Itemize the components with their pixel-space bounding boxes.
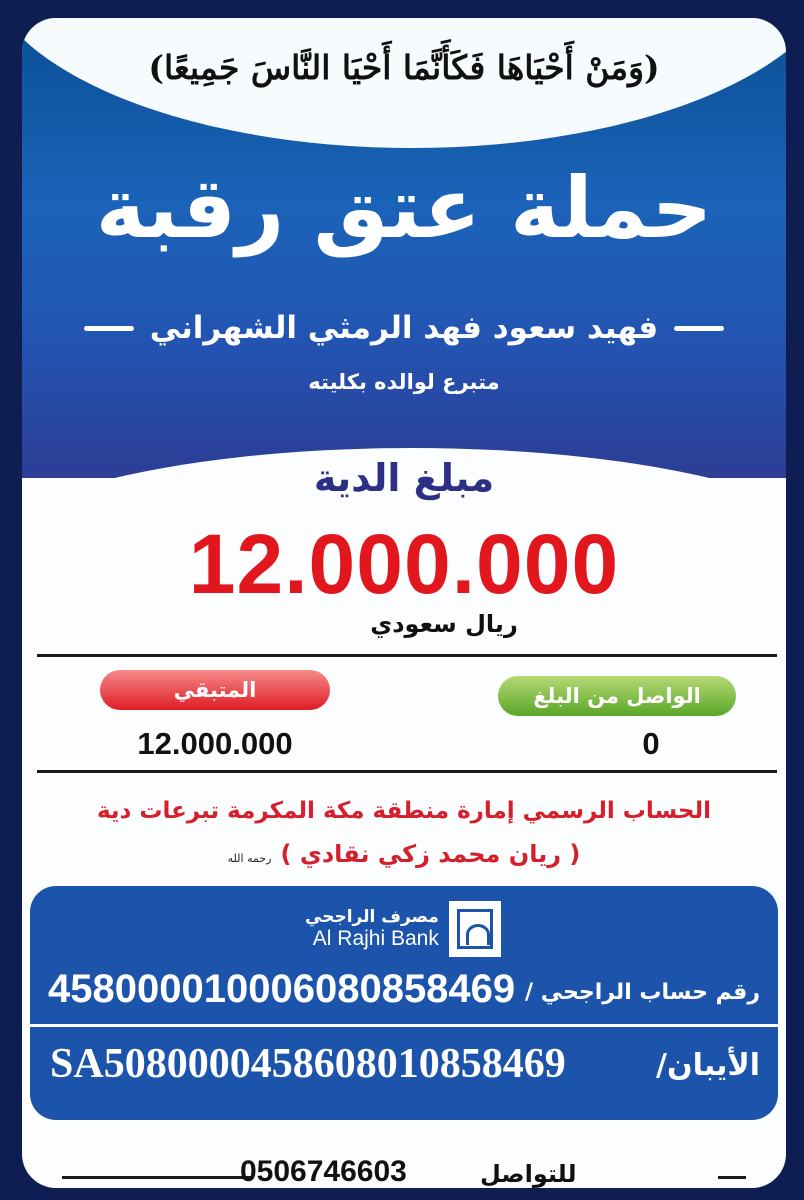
received-badge: الواصل من البلغ: [498, 676, 736, 716]
bank-logo: [305, 898, 525, 960]
contact-row: [22, 1155, 786, 1188]
donation-poster: [22, 18, 786, 1188]
currency-label: ريال سعودي: [370, 610, 518, 638]
bank-logo-icon: [449, 901, 501, 957]
official-account-title: الحساب الرسمي إمارة منطقة مكة المكرمة تبرعات دية: [96, 798, 712, 824]
remaining-value: 12.000.000: [137, 726, 293, 761]
contact-phone[interactable]: 0506746603: [240, 1155, 407, 1188]
contact-line-right: [718, 1176, 746, 1179]
amount-value: 12.000.000: [188, 517, 620, 611]
donor-note: متبرع لوالده بكليته: [308, 370, 500, 394]
iban-number[interactable]: SA5080000458608010858469: [50, 1041, 566, 1087]
iban-row: [30, 1034, 778, 1100]
iban-label: الأيبان/: [656, 1048, 760, 1083]
bank-logo-text: [305, 907, 439, 951]
account-holder-note: رحمه الله: [227, 852, 272, 865]
account-number-label: رقم حساب الراجحي /: [525, 980, 760, 1005]
bank-divider: [30, 1024, 778, 1027]
received-value: 0: [642, 726, 660, 761]
beneficiary-name: فهيد سعود فهد الرمثي الشهراني: [149, 310, 659, 346]
account-number-row: [30, 963, 778, 1021]
remaining-badge: المتبقي: [100, 670, 330, 710]
bank-name-ar: مصرف الراجحي: [305, 907, 439, 927]
bank-panel: [30, 886, 778, 1120]
account-holder-name: ( ريان محمد زكي نقادي ): [280, 840, 581, 868]
account-holder-row: [22, 840, 786, 868]
dash-left: [84, 326, 134, 331]
bank-name-en: Al Rajhi Bank: [312, 927, 439, 950]
divider-top: [37, 654, 777, 657]
campaign-title: حملة عتق رقبة: [95, 159, 713, 257]
quran-verse: (وَمَنْ أَحْيَاهَا فَكَأَنَّمَا أَحْيَا النَّاسَ جَمِيعًا): [148, 48, 660, 87]
account-number[interactable]: 458000010006080858469: [48, 967, 516, 1011]
contact-label: للتواصل: [480, 1160, 577, 1188]
contact-line-left: [62, 1176, 252, 1179]
beneficiary-row: [22, 310, 786, 346]
dash-right: [674, 326, 724, 331]
amount-label: مبلغ الدية: [313, 456, 495, 500]
divider-bottom: [37, 770, 777, 773]
